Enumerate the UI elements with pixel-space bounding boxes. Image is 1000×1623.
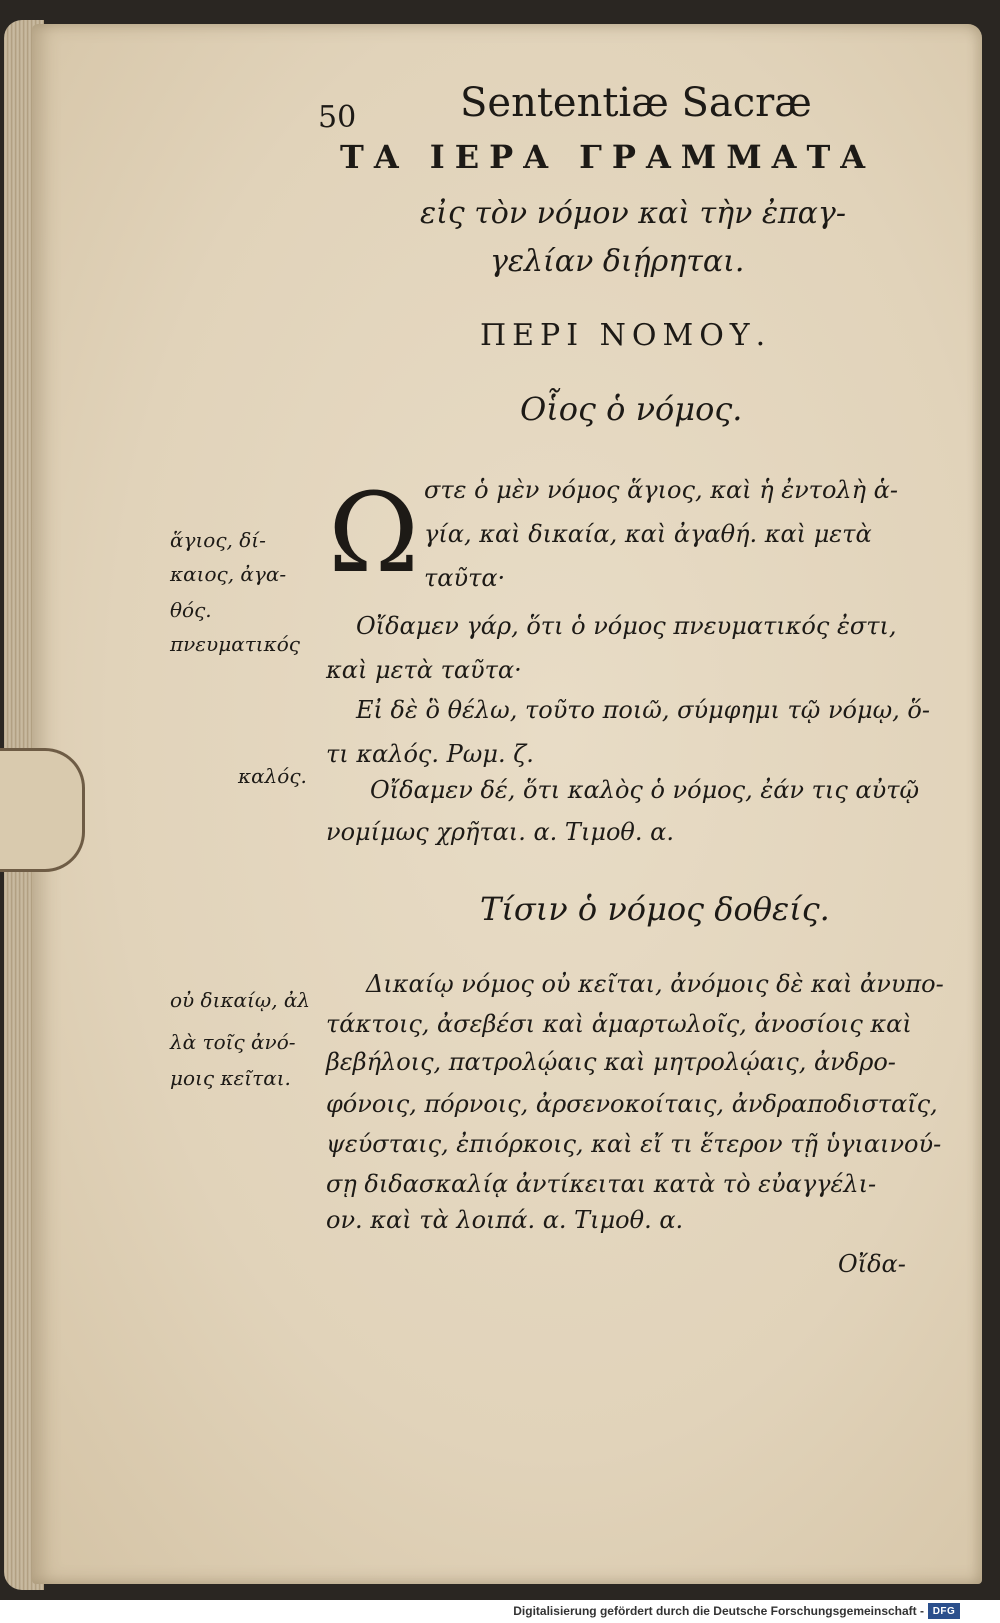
text-line: τι καλός. Ρωμ. ζ.: [326, 740, 534, 768]
dfg-logo: DFG: [928, 1603, 960, 1619]
catchword: Οἴδα-: [838, 1250, 906, 1278]
page-tab: [0, 748, 85, 872]
margin-note: καιος, ἀγα-: [170, 562, 287, 586]
text-line: γία, καὶ δικαία, καὶ ἀγαθή. καὶ μετὰ: [424, 520, 872, 548]
subheading-line: εἰς τὸν νόμον καὶ τὴν ἐπαγ-: [420, 196, 846, 231]
subsection-title: Τίσιν ὁ νόμος δοθείς.: [480, 890, 830, 928]
page-number: 50: [318, 100, 357, 135]
footer: [0, 1600, 1000, 1623]
main-heading: ΤΑ ΙΕΡΑ ΓΡΑΜΜΑΤΑ: [340, 138, 876, 176]
text-line: Εἰ δὲ ὃ θέλω, τοῦτο ποιῶ, σύμφημι τῷ νόμῳ, ὅ-: [356, 696, 930, 724]
text-line: ψεύσταις, ἐπιόρκοις, καὶ εἴ τι ἕτερον τῇ ὑγιαινού-: [326, 1130, 942, 1158]
drop-cap: Ω: [328, 469, 420, 597]
section-title: ΠΕΡΙ ΝΟΜΟΥ.: [480, 318, 772, 353]
text-line: φόνοις, πόρνοις, ἀρσενοκοίταις, ἀνδραποδισταῖς,: [326, 1090, 938, 1118]
margin-note: πνευματικός: [170, 632, 300, 656]
margin-note: καλός.: [238, 764, 307, 788]
running-title: Sententiæ Sacræ: [460, 80, 812, 126]
text-line: καὶ μετὰ ταῦτα·: [326, 656, 522, 684]
text-line: Οἴδαμεν δέ, ὅτι καλὸς ὁ νόμος, ἐάν τις αὐτῷ: [370, 776, 920, 804]
text-line: βεβήλοις, πατρολῴαις καὶ μητρολῴαις, ἀνδρο-: [326, 1048, 896, 1076]
footer-credit: Digitalisierung gefördert durch die Deutsche Forschungsgemeinschaft -: [513, 1604, 924, 1618]
margin-note: οὐ δικαίῳ, ἀλ: [170, 988, 311, 1012]
margin-note: θός.: [170, 598, 212, 622]
text-line: Οἴδαμεν γάρ, ὅτι ὁ νόμος πνευματικός ἐστι,: [356, 612, 897, 640]
text-line: ον. καὶ τὰ λοιπά. α. Τιμοθ. α.: [326, 1206, 684, 1234]
margin-note: μοις κεῖται.: [170, 1066, 291, 1090]
subheading-line: γελίαν διῄρηται.: [490, 244, 745, 279]
text-line: νομίμως χρῆται. α. Τιμοθ. α.: [326, 818, 674, 846]
text-line: σῃ διδασκαλίᾳ ἀντίκειται κατὰ τὸ εὐαγγέλι-: [326, 1170, 877, 1198]
margin-note: λὰ τοῖς ἀνό-: [170, 1030, 296, 1054]
subsection-title: Οἷος ὁ νόμος.: [520, 390, 743, 428]
text-line: Δικαίῳ νόμος οὐ κεῖται, ἀνόμοις δὲ καὶ ἀνυπο-: [366, 970, 944, 998]
text-line: στε ὁ μὲν νόμος ἅγιος, καὶ ἡ ἐντολὴ ἁ-: [424, 476, 898, 504]
text-line: τάκτοις, ἀσεβέσι καὶ ἁμαρτωλοῖς, ἀνοσίοις καὶ: [326, 1010, 912, 1038]
text-line: ταῦτα·: [424, 564, 506, 592]
margin-note: ἅγιος, δί-: [170, 528, 266, 552]
